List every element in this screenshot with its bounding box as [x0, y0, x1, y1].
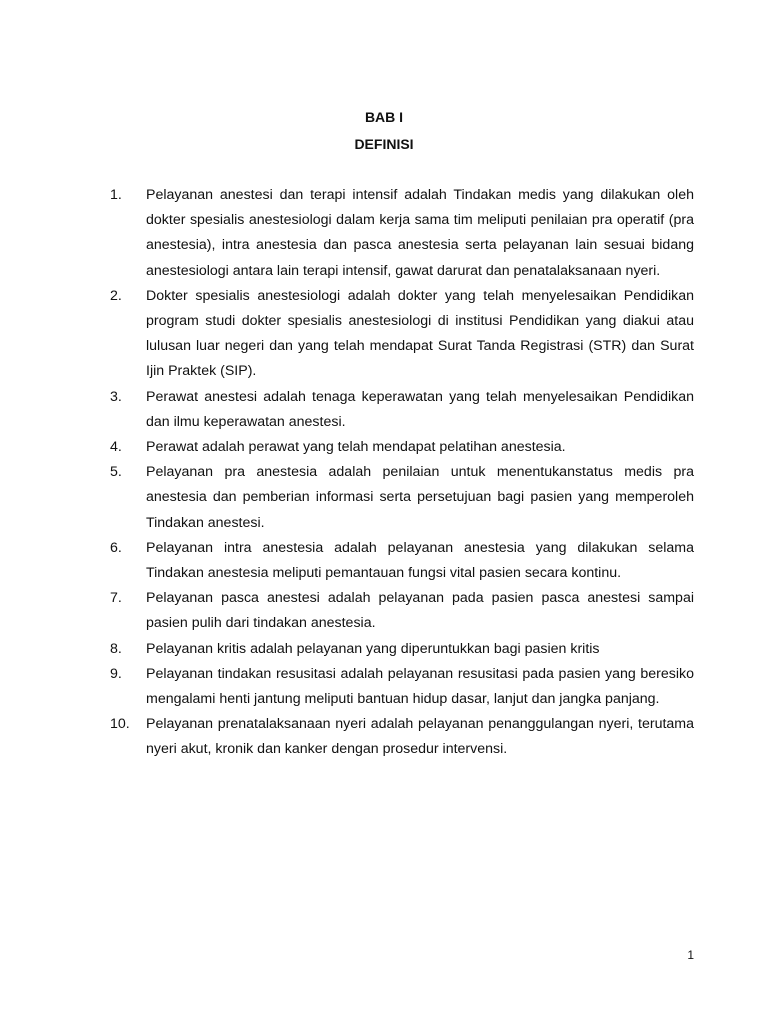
item-number: 10. — [110, 716, 130, 733]
list-item — [110, 662, 694, 712]
list-item — [110, 284, 694, 385]
item-number: 8. — [110, 640, 122, 657]
list-item — [110, 385, 694, 435]
list-item — [110, 460, 694, 536]
item-number: 4. — [110, 439, 122, 456]
item-text: Pelayanan prenatalaksanaan nyeri adalah pelayanan penanggulangan nyeri, terutama nyeri akut, kronik dan kanker dengan prosedur intervensi. — [146, 716, 694, 758]
item-text: Perawat anestesi adalah tenaga keperawatan yang telah menyelesaikan Pendidikan dan ilmu keperawatan anestesi. — [146, 388, 694, 430]
item-number: 9. — [110, 665, 122, 682]
item-number: 2. — [110, 287, 122, 304]
list-item — [110, 435, 694, 460]
list-item — [110, 183, 694, 284]
item-text: Pelayanan kritis adalah pelayanan yang diperuntukkan bagi pasien kritis — [146, 640, 600, 657]
page-number: 1 — [687, 948, 694, 962]
item-number: 5. — [110, 464, 122, 481]
section-title: DEFINISI — [354, 136, 414, 152]
item-number: 1. — [110, 187, 122, 203]
item-text: Perawat adalah perawat yang telah mendapat pelatihan anestesia. — [146, 439, 566, 456]
list-item — [110, 637, 694, 662]
item-text: Dokter spesialis anestesiologi adalah dokter yang telah menyelesaikan Pendidikan program studi dokter spesialis anestesiologi di institusi Pendidikan yang diakui atau lulusan luar negeri dan yang telah mendapat Surat Tanda Registrasi (STR) dan Surat Ijin Praktek (SIP). — [146, 287, 694, 380]
item-text: Pelayanan anestesi dan terapi intensif adalah Tindakan medis yang dilakukan oleh dokter spesialis anestesiologi dalam kerja sama tim meliputi penilaian pra operatif (pra anestesia), intra anestesia dan pasca anestesia serta pelayanan lain sesuai bidang anestesiologi antara lain terapi intensif, gawat darurat dan penatalaksanaan nyeri. — [146, 187, 694, 279]
item-text: Pelayanan pasca anestesi adalah pelayanan pada pasien pasca anestesi sampai pasien pulih dari tindakan anestesia. — [146, 590, 694, 632]
definition-list — [110, 183, 694, 763]
item-number: 3. — [110, 388, 122, 405]
item-number: 6. — [110, 539, 122, 556]
item-text: Pelayanan tindakan resusitasi adalah pelayanan resusitasi pada pasien yang beresiko mengalami henti jantung meliputi bantuan hidup dasar, lanjut dan jangka panjang. — [146, 665, 694, 708]
list-item — [110, 712, 694, 762]
item-number: 7. — [110, 590, 122, 607]
chapter-heading: BAB I — [364, 109, 404, 125]
item-text: Pelayanan intra anestesia adalah pelayanan anestesia yang dilakukan selama Tindakan anestesia meliputi pemantauan fungsi vital pasien secara kontinu. — [146, 539, 694, 582]
list-item — [110, 536, 694, 586]
item-text: Pelayanan pra anestesia adalah penilaian untuk menentukanstatus medis pra anestesia dan pemberian informasi serta persetujuan bagi pasien yang memperoleh Tindakan anestesi. — [146, 464, 694, 531]
list-item — [110, 586, 694, 636]
